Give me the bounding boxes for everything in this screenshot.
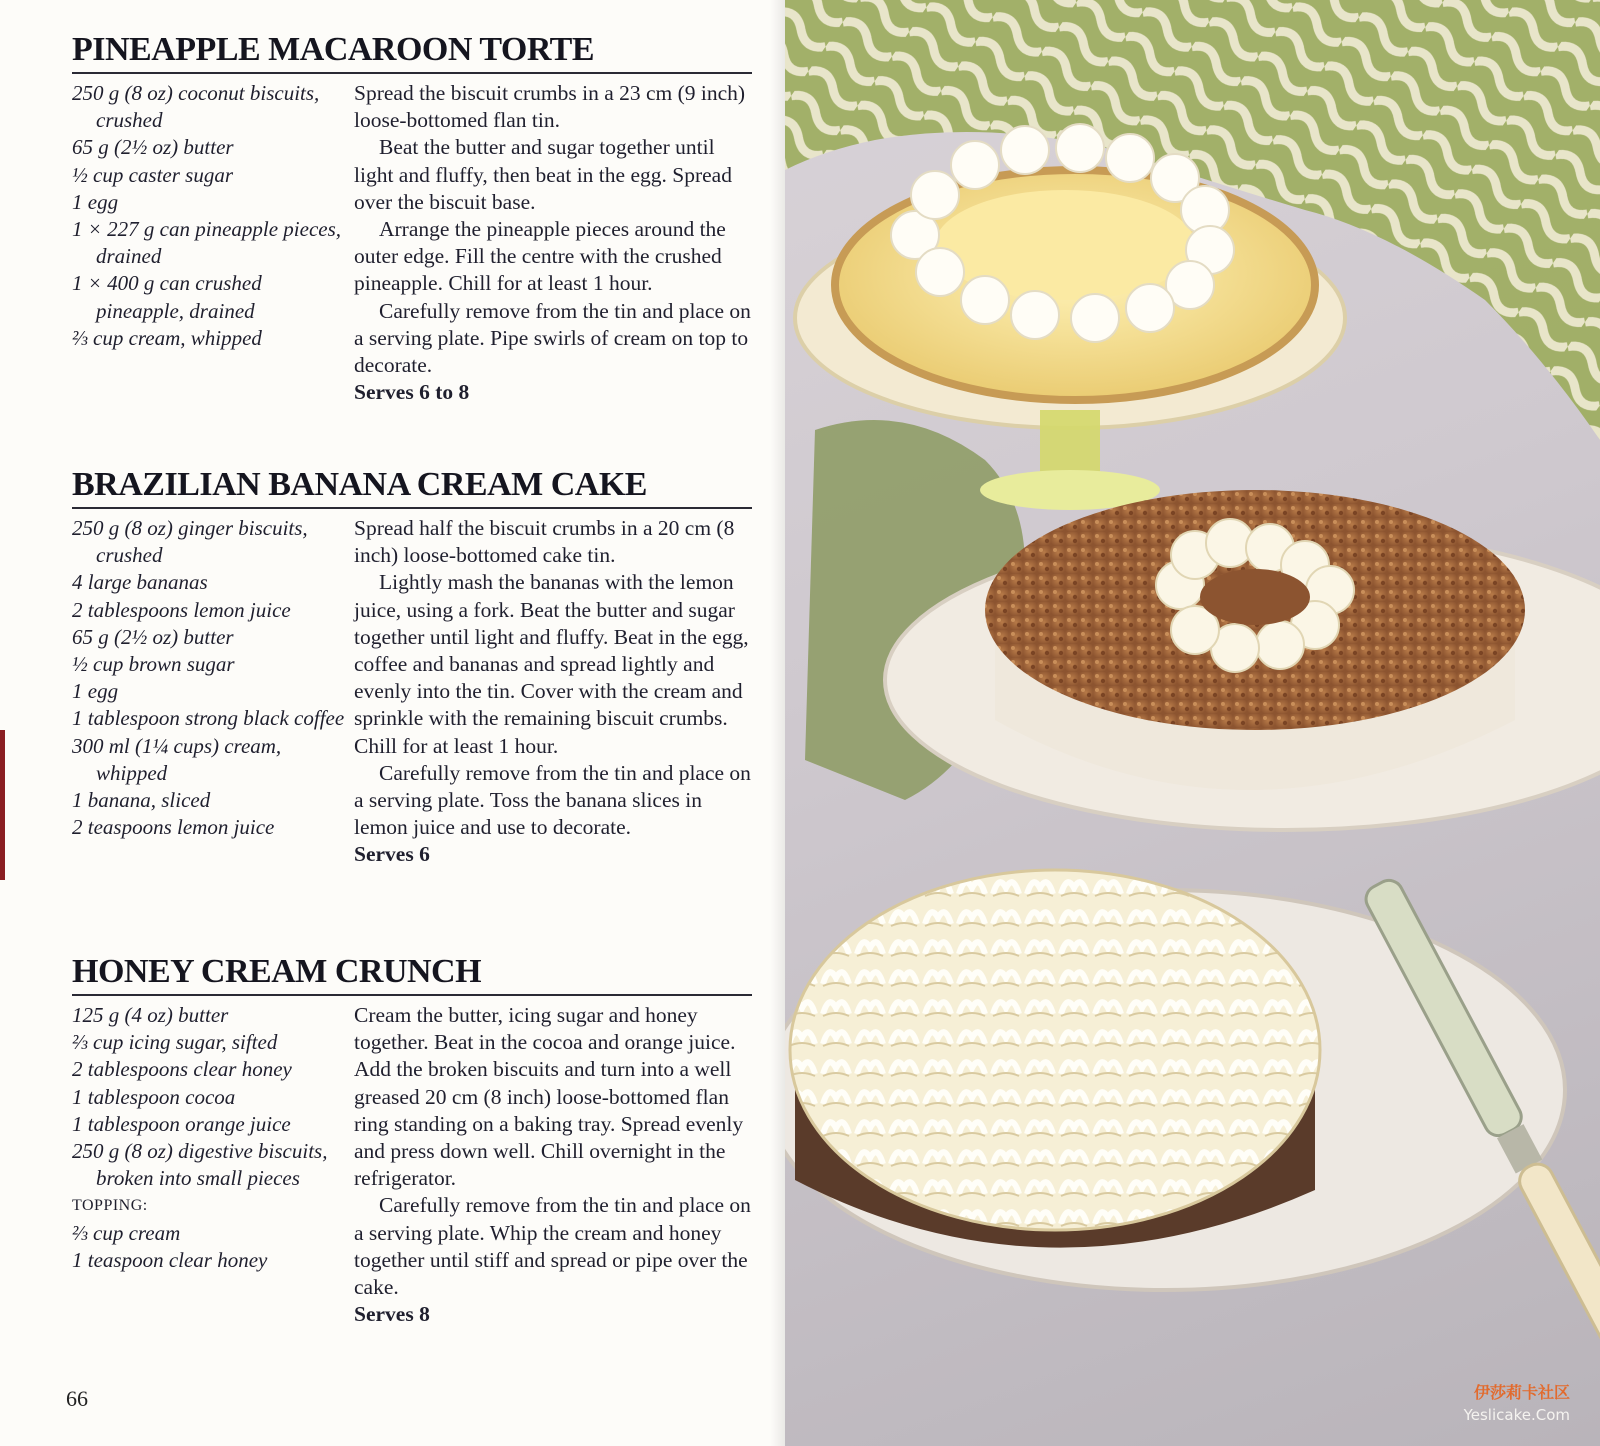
ingredient-item: 65 g (2½ oz) butter	[72, 624, 234, 649]
ingredient-item: 1 tablespoon strong black coffee	[72, 706, 345, 731]
recipe-page	[0, 0, 785, 1446]
method-step: Spread the biscuit crumbs in a 23 cm (9 inch) loose-bottomed flan tin.	[354, 81, 746, 133]
ingredient-item: 250 g (8 oz) digestive biscuits, broken into small pieces	[72, 1139, 328, 1191]
method-text	[354, 1002, 752, 1328]
ingredient-item: 125 g (4 oz) butter	[72, 1003, 229, 1027]
ingredient-item: ⅔ cup cream	[72, 1220, 181, 1245]
recipe-pineapple-macaroon-torte	[72, 30, 752, 406]
method-step: Cream the butter, icing sugar and honey together. Beat in the cocoa and orange juice. Add the broken biscuits and turn into a well greased 20 cm (8 inch) loose-bottomed flan ring standing on a baking tray. Spread evenly and press down well. Chill overnight in the refrigerator.	[354, 1003, 744, 1191]
serves-label: Serves 6	[354, 842, 430, 867]
ingredient-item: 1 × 227 g can pineapple pieces, drained	[72, 217, 342, 269]
ingredient-item: ⅔ cup cream, whipped	[72, 325, 262, 350]
ingredient-item: 250 g (8 oz) ginger biscuits, crushed	[72, 516, 308, 568]
ingredient-item: 1 teaspoon clear honey	[72, 1247, 268, 1272]
recipe-title: PINEAPPLE MACAROON TORTE	[72, 30, 752, 74]
cake-photo-illustration	[785, 0, 1600, 1446]
ingredient-item: 250 g (8 oz) coconut biscuits, crushed	[72, 81, 320, 133]
method-step: Lightly mash the bananas with the lemon juice, using a fork. Beat the butter and sugar together until light and fluffy. Beat in the egg, coffee and bananas and spread lightly and evenly into the tin. Cover with the cream and sprinkle with the remaining biscuit crumbs. Chill for at least 1 hour.	[354, 570, 749, 758]
ingredient-item: 1 banana, sliced	[72, 788, 211, 813]
ingredient-item: 65 g (2½ oz) butter	[72, 135, 234, 160]
recipe-title: HONEY CREAM CRUNCH	[72, 952, 752, 996]
page-edge-mark	[0, 730, 5, 880]
method-step: Arrange the pineapple pieces around the outer edge. Fill the centre with the crushed pineapple. Chill for at least 1 hour.	[354, 217, 726, 296]
method-step: Carefully remove from the tin and place on a serving plate. Whip the cream and honey together until stiff and spread or pipe over the cake.	[354, 1193, 751, 1300]
ingredient-item: 2 tablespoons clear honey	[72, 1057, 292, 1082]
ingredient-item: 4 large bananas	[72, 570, 208, 595]
ingredient-item: 2 teaspoons lemon juice	[72, 815, 275, 840]
ingredient-list	[72, 80, 354, 406]
ingredient-item: 2 tablespoons lemon juice	[72, 597, 291, 622]
ingredient-item: 1 tablespoon cocoa	[72, 1084, 236, 1109]
banana-ring-centre	[1200, 569, 1310, 625]
ingredient-subheading: TOPPING:	[72, 1197, 148, 1215]
ingredient-item: 1 tablespoon orange juice	[72, 1111, 291, 1136]
ingredient-item: 1 × 400 g can crushed pineapple, drained	[72, 271, 262, 323]
recipe-title: BRAZILIAN BANANA CREAM CAKE	[72, 465, 752, 509]
ingredient-item: ⅔ cup icing sugar, sifted	[72, 1030, 278, 1055]
ingredient-item: ½ cup caster sugar	[72, 162, 233, 187]
ingredient-list	[72, 1002, 354, 1328]
watermark-site-name: 伊莎莉卡社区	[1473, 1383, 1570, 1402]
watermark-url: Yeslicake.Com	[1463, 1406, 1570, 1424]
ingredient-item: 1 egg	[72, 679, 119, 704]
recipe-brazilian-banana-cream-cake	[72, 465, 752, 869]
cake-photo	[785, 0, 1600, 1446]
method-text	[354, 515, 752, 869]
ingredient-item: 300 ml (1¼ cups) cream, whipped	[72, 733, 282, 785]
method-step: Carefully remove from the tin and place on a serving plate. Toss the banana slices in lemon juice and use to decorate.	[354, 760, 751, 840]
page-number: 66	[66, 1386, 88, 1411]
honey-crunch-top	[790, 870, 1320, 1230]
serves-label: Serves 6 to 8	[354, 380, 470, 405]
ingredient-list	[72, 515, 354, 869]
method-text	[354, 80, 752, 406]
ingredient-item: 1 egg	[72, 189, 119, 214]
recipe-honey-cream-crunch	[72, 952, 752, 1328]
ingredient-item: ½ cup brown sugar	[72, 652, 235, 677]
method-step: Spread half the biscuit crumbs in a 20 cm (8 inch) loose-bottomed cake tin.	[354, 516, 735, 568]
serves-label: Serves 8	[354, 1302, 430, 1327]
method-step: Carefully remove from the tin and place on a serving plate. Pipe swirls of cream on top to decorate.	[354, 298, 751, 378]
method-step: Beat the butter and sugar together until light and fluffy, then beat in the egg. Spread over the biscuit base.	[354, 135, 732, 214]
